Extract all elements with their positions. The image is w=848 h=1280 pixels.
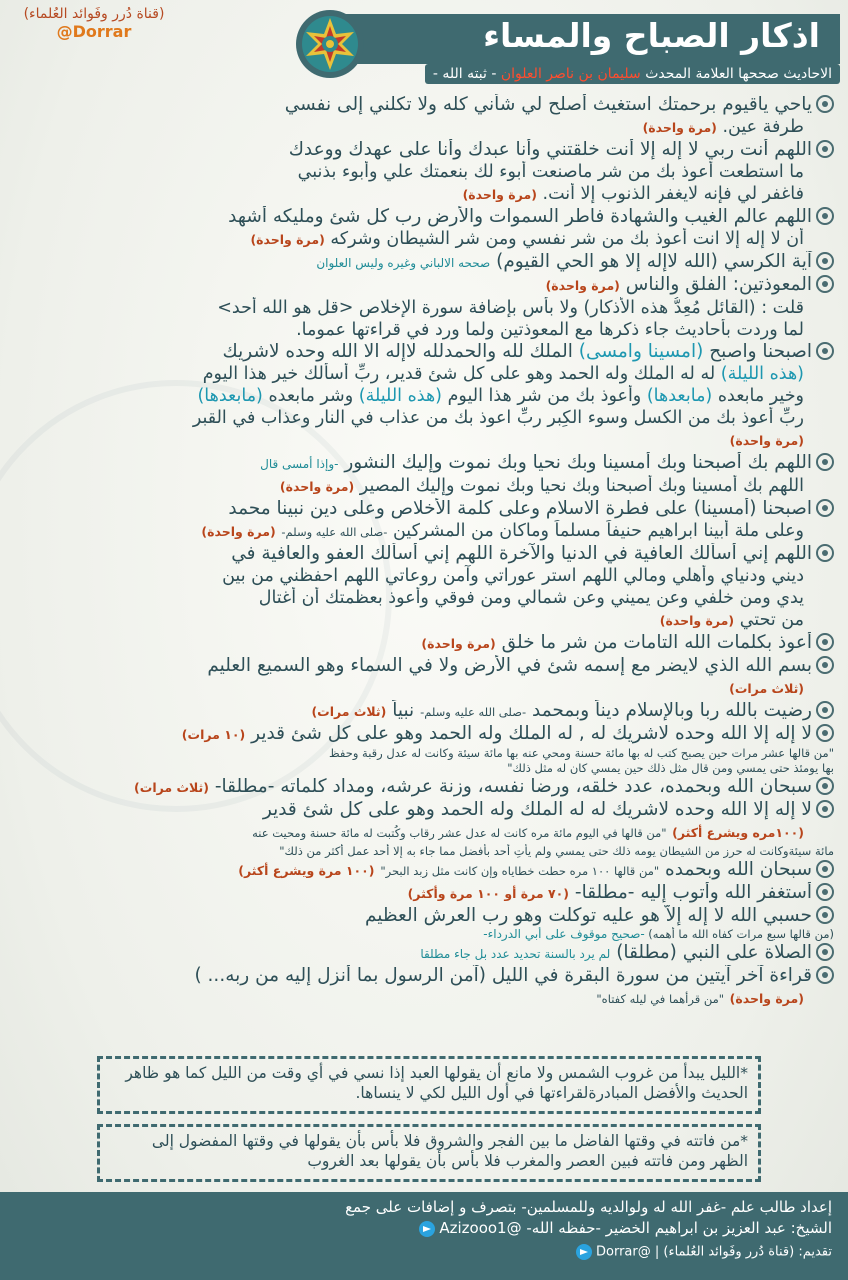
- evening-variant: (مابعدها): [646, 386, 713, 406]
- bullet-icon: [816, 800, 834, 818]
- dhikr-text-post: -مطلقا-: [214, 776, 275, 797]
- hadith-note: -صلى الله عليه وسلم-: [420, 705, 527, 719]
- bullet-icon: [816, 252, 834, 270]
- dhikr-text: سبحان الله وبحمده، عدد خلقه، ورضا نفسه، وزنة عرشه، ومداد كلماته: [280, 776, 812, 797]
- dhikr-line: [14, 94, 834, 116]
- dhikr-text: اللهم بك أمسينا وبك أصبحنا وبك نحيا وبك نموت وإليك المصير: [359, 476, 804, 496]
- dhikr-line: [14, 987, 834, 1010]
- bullet-icon: [816, 943, 834, 961]
- repeat-count: (٧٠ مرة أو ١٠٠ مرة وأكثر): [407, 886, 569, 901]
- dhikr-line: [14, 761, 834, 776]
- repeat-count: (ثلاث مرات): [311, 704, 387, 719]
- dhikr-text: الصلاة على النبي (مطلقا): [616, 942, 812, 963]
- repeat-count: (مرة واحدة): [729, 433, 804, 448]
- repeat-count: (مرة واحدة): [250, 232, 325, 247]
- dhikr-text-pre: اصبحنا واصبح: [709, 341, 812, 362]
- dhikr-line: [14, 965, 834, 987]
- dhikr-text-post: وشر مابعده: [268, 386, 354, 406]
- repeat-count: (مرة واحدة): [279, 479, 355, 494]
- repeat-count: (مرة واحدة): [545, 278, 620, 293]
- bullet-icon: [816, 453, 834, 471]
- dhikr-line: [14, 341, 834, 363]
- dhikr-line: [14, 274, 834, 297]
- bullet-icon: [816, 633, 834, 651]
- dhikr-text: وأعوذ بك من شر هذا اليوم: [447, 386, 642, 406]
- dhikr-text: من تحتي: [739, 610, 804, 630]
- footer: [0, 1192, 848, 1280]
- channel-badge: [14, 6, 174, 41]
- dhikr-line: [14, 251, 834, 274]
- dhikr-line: [14, 609, 834, 632]
- note-box-night: [97, 1056, 761, 1114]
- dhikr-line: [14, 746, 834, 761]
- channel-name: (قناة دُرر وفَوائد العُلماء): [23, 6, 165, 22]
- evening-variant: (هذه الليلة): [358, 386, 443, 406]
- repeat-count: (مرة واحدة): [642, 120, 717, 135]
- hadith-note: (من قالها سبع مرات كفاه الله ما أهمه): [648, 927, 834, 941]
- hadith-note: "من قالها عشر مرات حين يصبح كتب له بها مائة حسنة ومحي عنه بها مائة سيئة وكانت له عدل رقبة وحفظ: [329, 746, 834, 760]
- dhikr-line: [14, 543, 834, 565]
- dhikr-line: [14, 776, 834, 799]
- dhikr-text: حسبي الله لا إله إلاّ هو عليه توكلت وهو رب العرش العظيم: [364, 905, 812, 926]
- repeat-count: (مرة واحدة): [659, 613, 735, 628]
- dhikr-text: لا إله إلا الله وحده لاشريك له له الملك وله الحمد وهو على كل شئ قدير: [262, 799, 812, 820]
- dhikr-text: بسم الله الذي لايضر مع إسمه شئ في الأرض ولا في السماء وهو السميع العليم: [207, 655, 812, 676]
- dhikr-line: [14, 859, 834, 882]
- dhikr-text: لما وردت بأحاديث جاء ذكرها مع المعوذتين ولما ورد في قراءتها عموما.: [296, 320, 804, 340]
- evening-variant: (هذه الليلة): [720, 364, 804, 384]
- dhikr-text: اللهم أنت ربي لا إله إلا أنت خلقتني وأنا عبدك وأنا على عهدك ووعدك: [288, 139, 812, 160]
- dhikr-line: [14, 844, 834, 859]
- dhikr-line: [14, 655, 834, 677]
- subtitle: [425, 64, 840, 84]
- dhikr-line: [14, 905, 834, 927]
- footer-presenter: [576, 1244, 832, 1260]
- islamic-star-icon: [296, 10, 364, 78]
- bullet-icon: [816, 544, 834, 562]
- dhikr-line: [14, 821, 834, 844]
- dhikr-line: [14, 927, 834, 942]
- repeat-count: (١٠ مرات): [181, 727, 246, 742]
- subtitle-prefix: الاحاديث صححها العلامة المحدث: [645, 66, 832, 82]
- dhikr-line: [14, 183, 834, 206]
- dhikr-line: [14, 723, 834, 746]
- repeat-count: (ثلاث مرات): [134, 780, 209, 795]
- dhikr-line: [14, 429, 834, 452]
- dhikr-text: قلت : (القائل مُعِدُّ هذه الأذكار) ولا بأس بإضافة سورة الإخلاص <قل هو الله أحد>: [217, 298, 804, 318]
- dhikr-text: له له الملك وله الحمد وهو على كل شئ قدير، ربِّ أسألك خير هذا اليوم: [202, 364, 716, 384]
- dhikr-line: [14, 228, 834, 251]
- bullet-icon: [816, 95, 834, 113]
- evening-variant: (امسينا وامسى): [578, 341, 704, 362]
- dhikr-text: وعلى ملة أبينا ابراهيم حنيفاً مسلماً وماكان من المشركين: [392, 521, 804, 541]
- channel-handle: @Dorrar: [56, 22, 132, 41]
- repeat-count: (١٠٠مره ويشرع أكثر): [672, 825, 804, 840]
- dhikr-line: [14, 297, 834, 319]
- dhikr-text: لا إله إلا الله وحده لاشريك له , له الملك وله الحمد وهو على كل شئ قدير: [251, 723, 812, 744]
- dhikr-line: [14, 116, 834, 139]
- dhikr-text: طرفة عين.: [722, 117, 804, 137]
- dhikr-line: [14, 407, 834, 429]
- hadith-note: بها يومئذ حتى يمسي ومن قال مثل ذلك حين يمسي كان له مثل ذلك": [507, 761, 834, 775]
- bullet-icon: [816, 140, 834, 158]
- dhikr-line: [14, 565, 834, 587]
- dhikr-line: [14, 385, 834, 407]
- dhikr-text: ربِّ أعوذ بك من الكسل وسوء الكِبر ربِّ اعوذ بك من عذاب في النار وعذاب في القبر: [192, 408, 804, 428]
- authenticity-note: -وإذا أمسى قال: [260, 457, 339, 471]
- dhikr-line: [14, 139, 834, 161]
- subtitle-suffix: - ثبته الله -: [432, 66, 497, 82]
- bullet-icon: [816, 860, 834, 878]
- title-bar: [310, 14, 840, 64]
- dhikr-text-post: نبياً: [392, 700, 415, 721]
- dhikr-text: ديني ودنياي وأهلي ومالي اللهم استر عوراتي وآمن روعاتي اللهم احفظني من بين: [222, 566, 804, 586]
- bullet-icon: [816, 499, 834, 517]
- hadith-note: -صلى الله عليه وسلم-: [281, 525, 388, 539]
- repeat-count: (مرة واحدة): [729, 991, 804, 1006]
- dhikr-text: ما استطعت أعوذ بك من شر ماصنعت أبوء لك بنعمتك علي وأبوء بذنبي: [297, 162, 804, 182]
- dhikr-line: [14, 677, 834, 700]
- bullet-icon: [816, 724, 834, 742]
- dhikr-line: [14, 161, 834, 183]
- dhikr-line: [14, 498, 834, 520]
- bullet-icon: [816, 966, 834, 984]
- header: [0, 0, 848, 92]
- dhikr-text: سبحان الله وبحمده: [665, 859, 812, 880]
- footer-sheikh: [419, 1219, 832, 1237]
- dhikr-text: آية الكرسي (الله لاإله إلا هو الحي القيوم): [496, 251, 812, 272]
- dhikr-line: [14, 452, 834, 475]
- dhikr-text-pre: وخير مابعده: [717, 386, 804, 406]
- scholar-name: سليمان بن ناصر العلوان: [500, 66, 641, 82]
- note-box-missed: [97, 1124, 761, 1182]
- dhikr-text-post: -مطلقا-: [574, 882, 635, 903]
- dhikr-line: [14, 632, 834, 655]
- telegram-icon: [576, 1244, 592, 1260]
- hadith-note: "من قالها ١٠٠ مره حطت خطاياه وإن كانت مثل زبد البحر": [380, 864, 660, 878]
- adhkar-list: [14, 94, 834, 1010]
- dhikr-line: [14, 363, 834, 385]
- evening-variant: (مابعدها): [197, 386, 263, 406]
- dhikr-text: المعوذتين: الفلق والناس: [625, 274, 812, 295]
- page-title: اذكار الصباح والمساء: [483, 16, 820, 55]
- bullet-icon: [816, 342, 834, 360]
- dhikr-text: رضيت بالله ربا وبالإسلام ديناً وبمحمد: [532, 700, 812, 721]
- repeat-count: (مرة واحدة): [421, 636, 496, 651]
- bullet-icon: [816, 656, 834, 674]
- repeat-count: (مرة واحدة): [462, 187, 537, 202]
- bullet-icon: [816, 777, 834, 795]
- dhikr-line: [14, 942, 834, 965]
- dhikr-text: ياحي ياقيوم برحمتك استغيث أصلح لي شأني كله ولا تكلني إلى نفسي: [284, 94, 812, 115]
- telegram-icon: [419, 1221, 435, 1237]
- repeat-count: (١٠٠ مرة ويشرع أكثر): [238, 863, 375, 878]
- dhikr-text: اللهم إني أسألك العافية في الدنيا والآخرة اللهم إني أسألك العفو والعافية في: [231, 543, 812, 564]
- dhikr-text: اللهم عالم الغيب والشهادة فاطر السموات والأرض رب كل شئ ومليكه أشهد: [228, 206, 812, 227]
- repeat-count: (مرة واحدة): [201, 524, 276, 539]
- dhikr-text: فاغفر لي فإنه لايغفر الذنوب إلا أنت.: [542, 184, 804, 204]
- authenticity-note: صححه الالباني وغيره وليس العلوان: [316, 256, 491, 270]
- dhikr-text: أستغفر الله وأتوب إليه: [640, 882, 812, 903]
- dhikr-line: [14, 799, 834, 821]
- repeat-count: (ثلاث مرات): [729, 681, 804, 696]
- dhikr-line: [14, 700, 834, 723]
- dhikr-text: أن لا إله إلا انت أعوذ بك من شر نفسي ومن شر الشيطان وشركه: [330, 229, 804, 249]
- bullet-icon: [816, 701, 834, 719]
- dhikr-text: أعوذ بكلمات الله التامات من شر ما خلق: [501, 632, 812, 653]
- footer-credit: إعداد طالب علم -غفر الله له ولوالديه وللمسلمين- بتصرف و إضافات على جمع: [345, 1198, 832, 1216]
- dhikr-line: [14, 475, 834, 498]
- bullet-icon: [816, 906, 834, 924]
- hadith-note: مائة سيئةوكانت له حرز من الشيطان يومه ذلك حتى يمسي ولم يأتِ أحد بأفضل مما جاء به إلا أحد عمل أكثر من ذلك": [279, 844, 834, 858]
- hadith-note: "من قرأهما في ليله كفتاه": [596, 992, 725, 1006]
- dhikr-text: قراءة آخر آيتين من سورة البقرة في الليل (آمن الرسول بما أنزل إليه من ربه... ): [194, 965, 812, 986]
- authenticity-note: -صحيح موقوف على أبي الدرداء-: [483, 927, 645, 941]
- dhikr-text: اللهم بك أصبحنا وبك أمسينا وبك نحيا وبك نموت وإليك النشور: [344, 452, 812, 473]
- dhikr-text: يدي ومن خلفي وعن يميني وعن شمالي ومن فوقي وأعوذ بعظمتك أن أغتال: [258, 588, 804, 608]
- dhikr-text: اصبحنا (أمسينا) على فطرة الاسلام وعلى كلمة الأخلاص وعلى دين نبينا محمد: [228, 498, 812, 519]
- note-night-text: *الليل يبدأ من غروب الشمس ولا مانع أن يقولها العبد إذا نسي في أي وقت من الليل كما هو ظاهر الحديث والأفضل المبادرةلقراءتها في أول الليل لكي لا ينساها.: [125, 1064, 748, 1102]
- footer-presenter-text: تقديم: (قناة دُرر وفَوائد العُلماء) | @Dorrar: [596, 1244, 832, 1260]
- hadith-note: "من قالها في اليوم مائة مره كانت له عدل عشر رقاب وكُتبت له مائة حسنة ومحيت عنه: [252, 826, 667, 840]
- note-missed-text: *من فاتته في وقتها الفاضل ما بين الفجر والشروق فلا بأس بأن يقولها في وقتها المفضول إلى الظهر ومن فاتته فبين العصر والمغرب فلا بأس بأن يقولها بعد الغروب: [151, 1132, 748, 1170]
- bullet-icon: [816, 207, 834, 225]
- footer-sheikh-text: الشيخ: عبد العزيز بن ابراهيم الخضير -حفظه الله- @Azizooo1: [439, 1219, 832, 1237]
- authenticity-note: لم يرد بالسنة تحديد عدد بل جاء مطلقا: [420, 947, 611, 961]
- dhikr-line: [14, 319, 834, 341]
- dhikr-text: الملك لله والحمدلله لاإله الا الله وحده لاشريك: [222, 341, 573, 362]
- dhikr-line: [14, 520, 834, 543]
- dhikr-line: [14, 206, 834, 228]
- dhikr-line: [14, 882, 834, 905]
- bullet-icon: [816, 275, 834, 293]
- bullet-icon: [816, 883, 834, 901]
- dhikr-line: [14, 587, 834, 609]
